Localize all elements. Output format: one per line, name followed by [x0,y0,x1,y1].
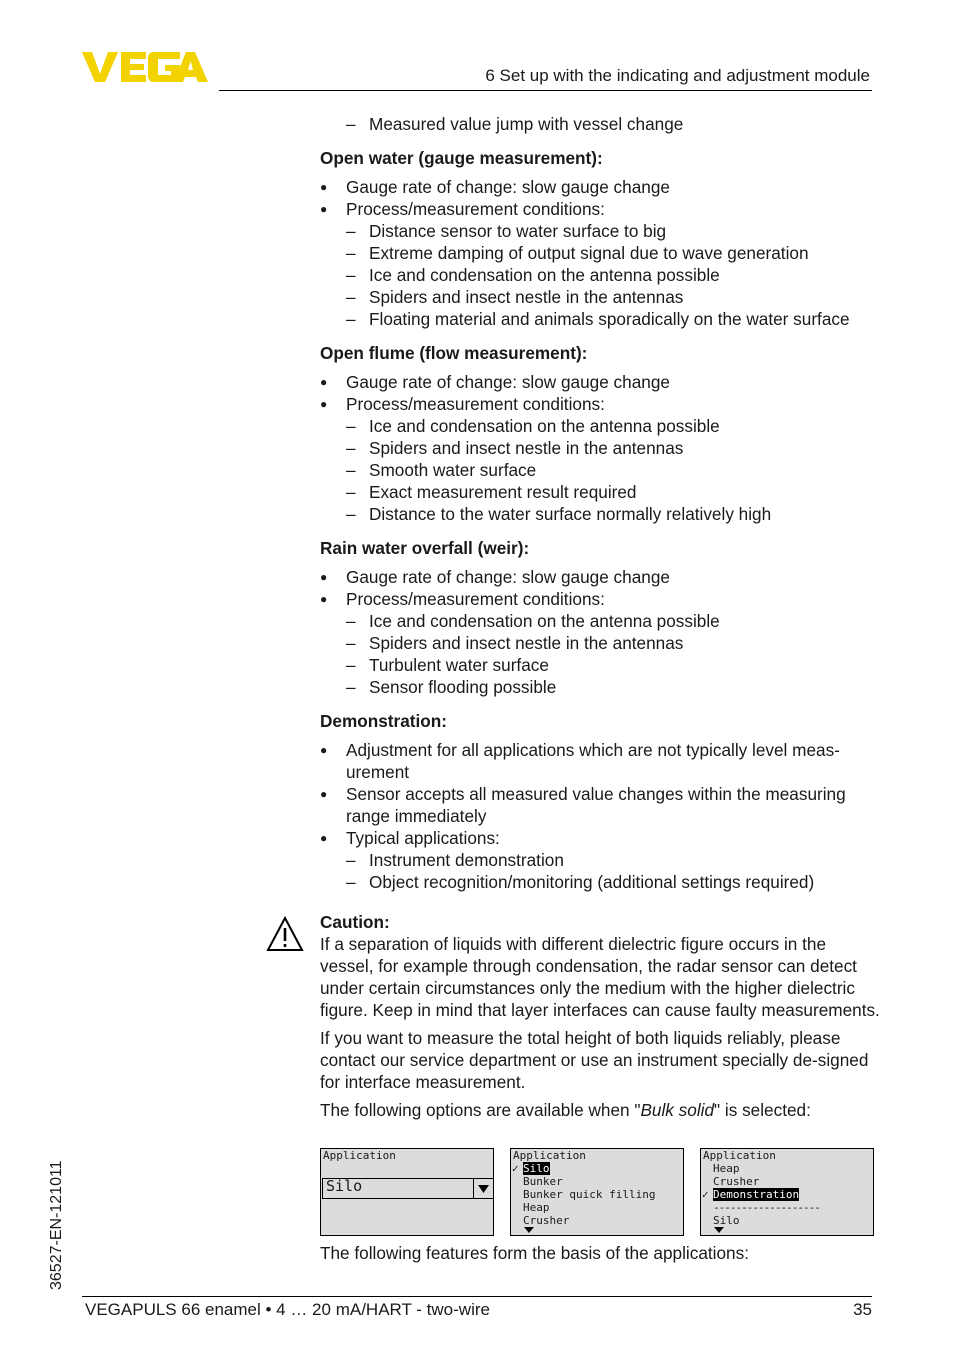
header-rule [219,90,872,91]
main-content [320,113,880,1127]
section-heading: Demonstration: [320,711,448,731]
check-icon: ✓ [512,1162,519,1175]
header-section-title: 6 Set up with the indicating and adjustment module [485,66,870,85]
page-number: 35 [853,1300,872,1319]
list-item: – Extreme damping of output signal due to wave generation [320,242,880,264]
list-item: – Distance sensor to water surface to big [320,220,880,242]
list-item: – Spiders and insect nestle in the antennas [320,437,880,459]
display-screen-select: Application Silo [320,1148,494,1236]
list-item: – Exact measurement result required [320,481,880,503]
screens-caption: The following features form the basis of the applications: [320,1243,749,1263]
list-item: ● Gauge rate of change: slow gauge change [320,566,880,588]
intro-list [320,113,880,135]
paragraph-interface: If you want to measure the total height of both liquids reliably, please contact our service department or use an instrument specially de-signed for interface measurement. [320,1028,869,1092]
display-screen-list: Application ✓ Silo Bunker Bunker quick filling Heap Crusher [510,1148,684,1236]
list-item: – Object recognition/monitoring (additional settings required) [320,871,880,893]
warning-triangle-icon [266,916,304,952]
footer-rule [82,1296,872,1297]
application-select[interactable]: Silo [322,1178,494,1199]
list-item: ● Process/measurement conditions: – Distance sensor to water surface to big – Extreme damping of output signal due to wave generation – Ice and condensation on the antenna possible – Spiders and insect nestle in the antennas – Floating material and animals sporadically on the water surface [320,198,880,330]
caution-title: Caution: [320,912,390,932]
section-rain-water [320,537,880,698]
list-item: – Measured value jump with vessel change [320,113,880,135]
section-open-water [320,147,880,330]
caution-text: If a separation of liquids with different dielectric figure occurs in the vessel, for example through condensation, the radar sensor can detect under certain circumstances only the medium with the higher dielectric figure. Keep in mind that layer interfaces can cause faulty measurements. [320,934,880,1020]
section-heading: Open flume (flow measurement): [320,343,588,363]
display-screen-list-end: Application Heap Crusher ✓ Demonstration ------------------- Silo [700,1148,874,1236]
list-item: ● Process/measurement conditions: – Ice and condensation on the antenna possible – Spiders and insect nestle in the antennas – Turbulent water surface – Sensor flooding possible [320,588,880,698]
list-item: ● Process/measurement conditions: – Ice and condensation on the antenna possible – Spiders and insect nestle in the antennas – Smooth water surface – Exact measurement result required – Distance to the water surface normally relatively high [320,393,880,525]
section-demonstration [320,710,880,893]
section-open-flume [320,342,880,525]
list-item: – Spiders and insect nestle in the antennas [320,286,880,308]
list-item: – Sensor flooding possible [320,676,880,698]
check-icon: ✓ [702,1188,709,1201]
vega-logo [82,50,212,84]
document-code: 36527-EN-121011 [48,1160,65,1290]
section-heading: Open water (gauge measurement): [320,148,603,168]
list-item: ● Gauge rate of change: slow gauge change [320,176,880,198]
list-item: – Ice and condensation on the antenna possible [320,610,880,632]
list-item: – Ice and condensation on the antenna possible [320,264,880,286]
dropdown-arrow-icon [473,1179,493,1198]
list-item: – Spiders and insect nestle in the antennas [320,632,880,654]
list-item: ● Typical applications: – Instrument demonstration – Object recognition/monitoring (additional settings required) [320,827,880,893]
list-item: – Distance to the water surface normally relatively high [320,503,880,525]
scroll-down-icon [714,1227,724,1233]
list-item: – Instrument demonstration [320,849,880,871]
section-heading: Rain water overfall (weir): [320,538,530,558]
list-item: – Ice and condensation on the antenna possible [320,415,880,437]
list-item: ● Gauge rate of change: slow gauge change [320,371,880,393]
list-item: – Turbulent water surface [320,654,880,676]
footer-product: VEGAPULS 66 enamel • 4 … 20 mA/HART - two-wire [85,1300,490,1319]
scroll-down-icon [524,1227,534,1233]
list-item: ● Sensor accepts all measured value changes within the measuring range immediately [320,783,880,827]
display-screens [320,1148,876,1236]
caution-block [320,911,880,1021]
list-item: ● Adjustment for all applications which are not typically level meas-urement [320,739,880,783]
list-item: – Smooth water surface [320,459,880,481]
list-item: – Floating material and animals sporadically on the water surface [320,308,880,330]
paragraph-options: The following options are available when "Bulk solid" is selected: [320,1100,811,1120]
